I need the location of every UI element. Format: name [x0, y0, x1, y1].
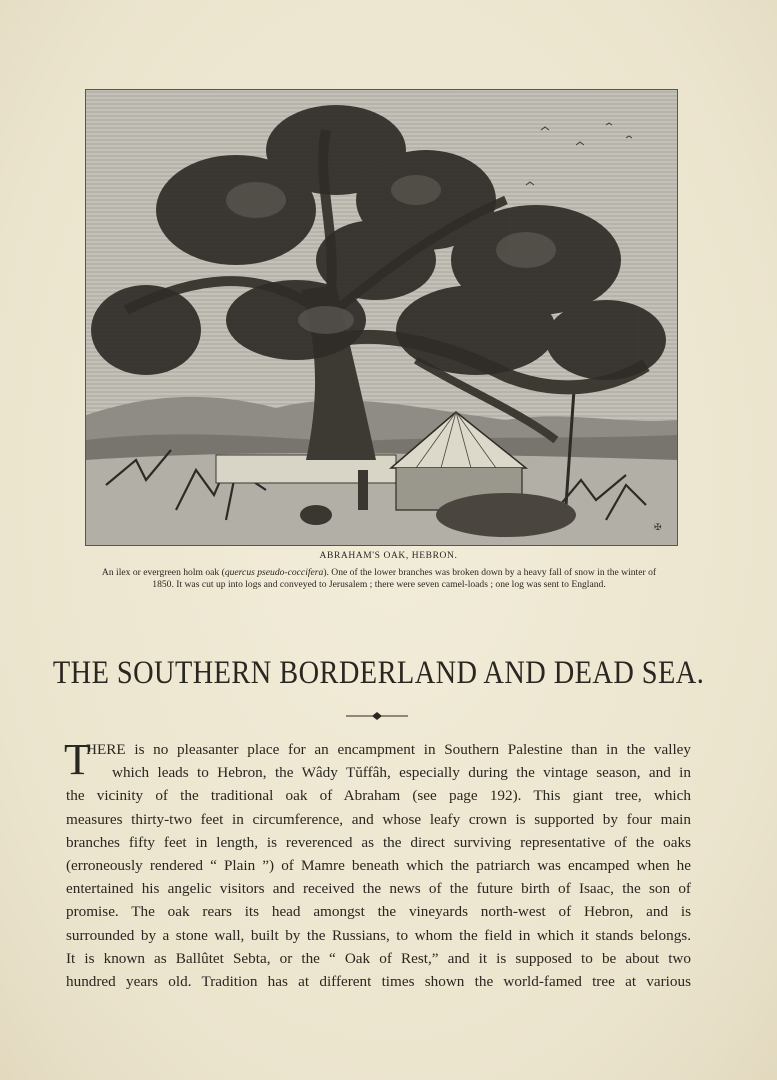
text-line: HERE is no pleasanter place for an encampment in Southern Palestine than in the valley — [86, 741, 691, 758]
text-line: hundred years old. Tradition has at different times shown the world-famed tree at various — [66, 972, 691, 990]
text-line: branches fifty feet in length, is reverenced as the direct surviving representative of the oaks — [66, 833, 691, 851]
caption-part: 1850. It was cut up into logs and conveyed to Jerusalem ; there were seven camel-loads ; one log was sent to England. — [152, 578, 606, 590]
chapter-title: THE SOUTHERN BORDERLAND AND DEAD SEA. — [52, 655, 705, 691]
illustration-caption-text — [66, 567, 692, 590]
drop-cap: T — [64, 735, 91, 784]
caption-italic-species: quercus pseudo-coccifera — [224, 567, 324, 578]
caption-part: ). One of the lower branches was broken down by a heavy fall of snow in the winter of — [323, 567, 657, 578]
ornament-divider — [346, 710, 408, 722]
caption-part: An ilex or evergreen holm oak ( — [101, 567, 225, 578]
text-line: which leads to Hebron, the Wâdy Tŭffâh, especially during the vintage season, and in — [112, 764, 691, 782]
text-line: promise. The oak rears its head amongst the vineyards north-west of Hebron, and is — [66, 903, 691, 921]
abrahams-oak-engraving — [85, 89, 678, 546]
text-line: It is known as Ballûtet Sebta, or the “ Oak of Rest,” and it is supposed to be about two — [66, 949, 691, 967]
body-paragraph — [64, 735, 691, 993]
engraving-drawing — [86, 90, 677, 545]
text-line: measures thirty-two feet in circumference, and whose leafy crown is supported by four main — [66, 810, 691, 828]
text-line: the vicinity of the traditional oak of Abraham (see page 192). This giant tree, which — [66, 787, 691, 805]
text-line: entertained his angelic visitors and received the news of the future birth of Isaac, the son of — [66, 880, 691, 898]
text-line: (erroneously rendered “ Plain ”) of Mamre beneath which the patriarch was encamped when he — [66, 856, 691, 874]
svg-text:✠: ✠ — [654, 523, 662, 533]
text-line: surrounded by a stone wall, built by the Russians, to whom the field in which it stands belongs. — [66, 926, 691, 944]
illustration-caption-title: ABRAHAM'S OAK, HEBRON. — [319, 551, 458, 561]
